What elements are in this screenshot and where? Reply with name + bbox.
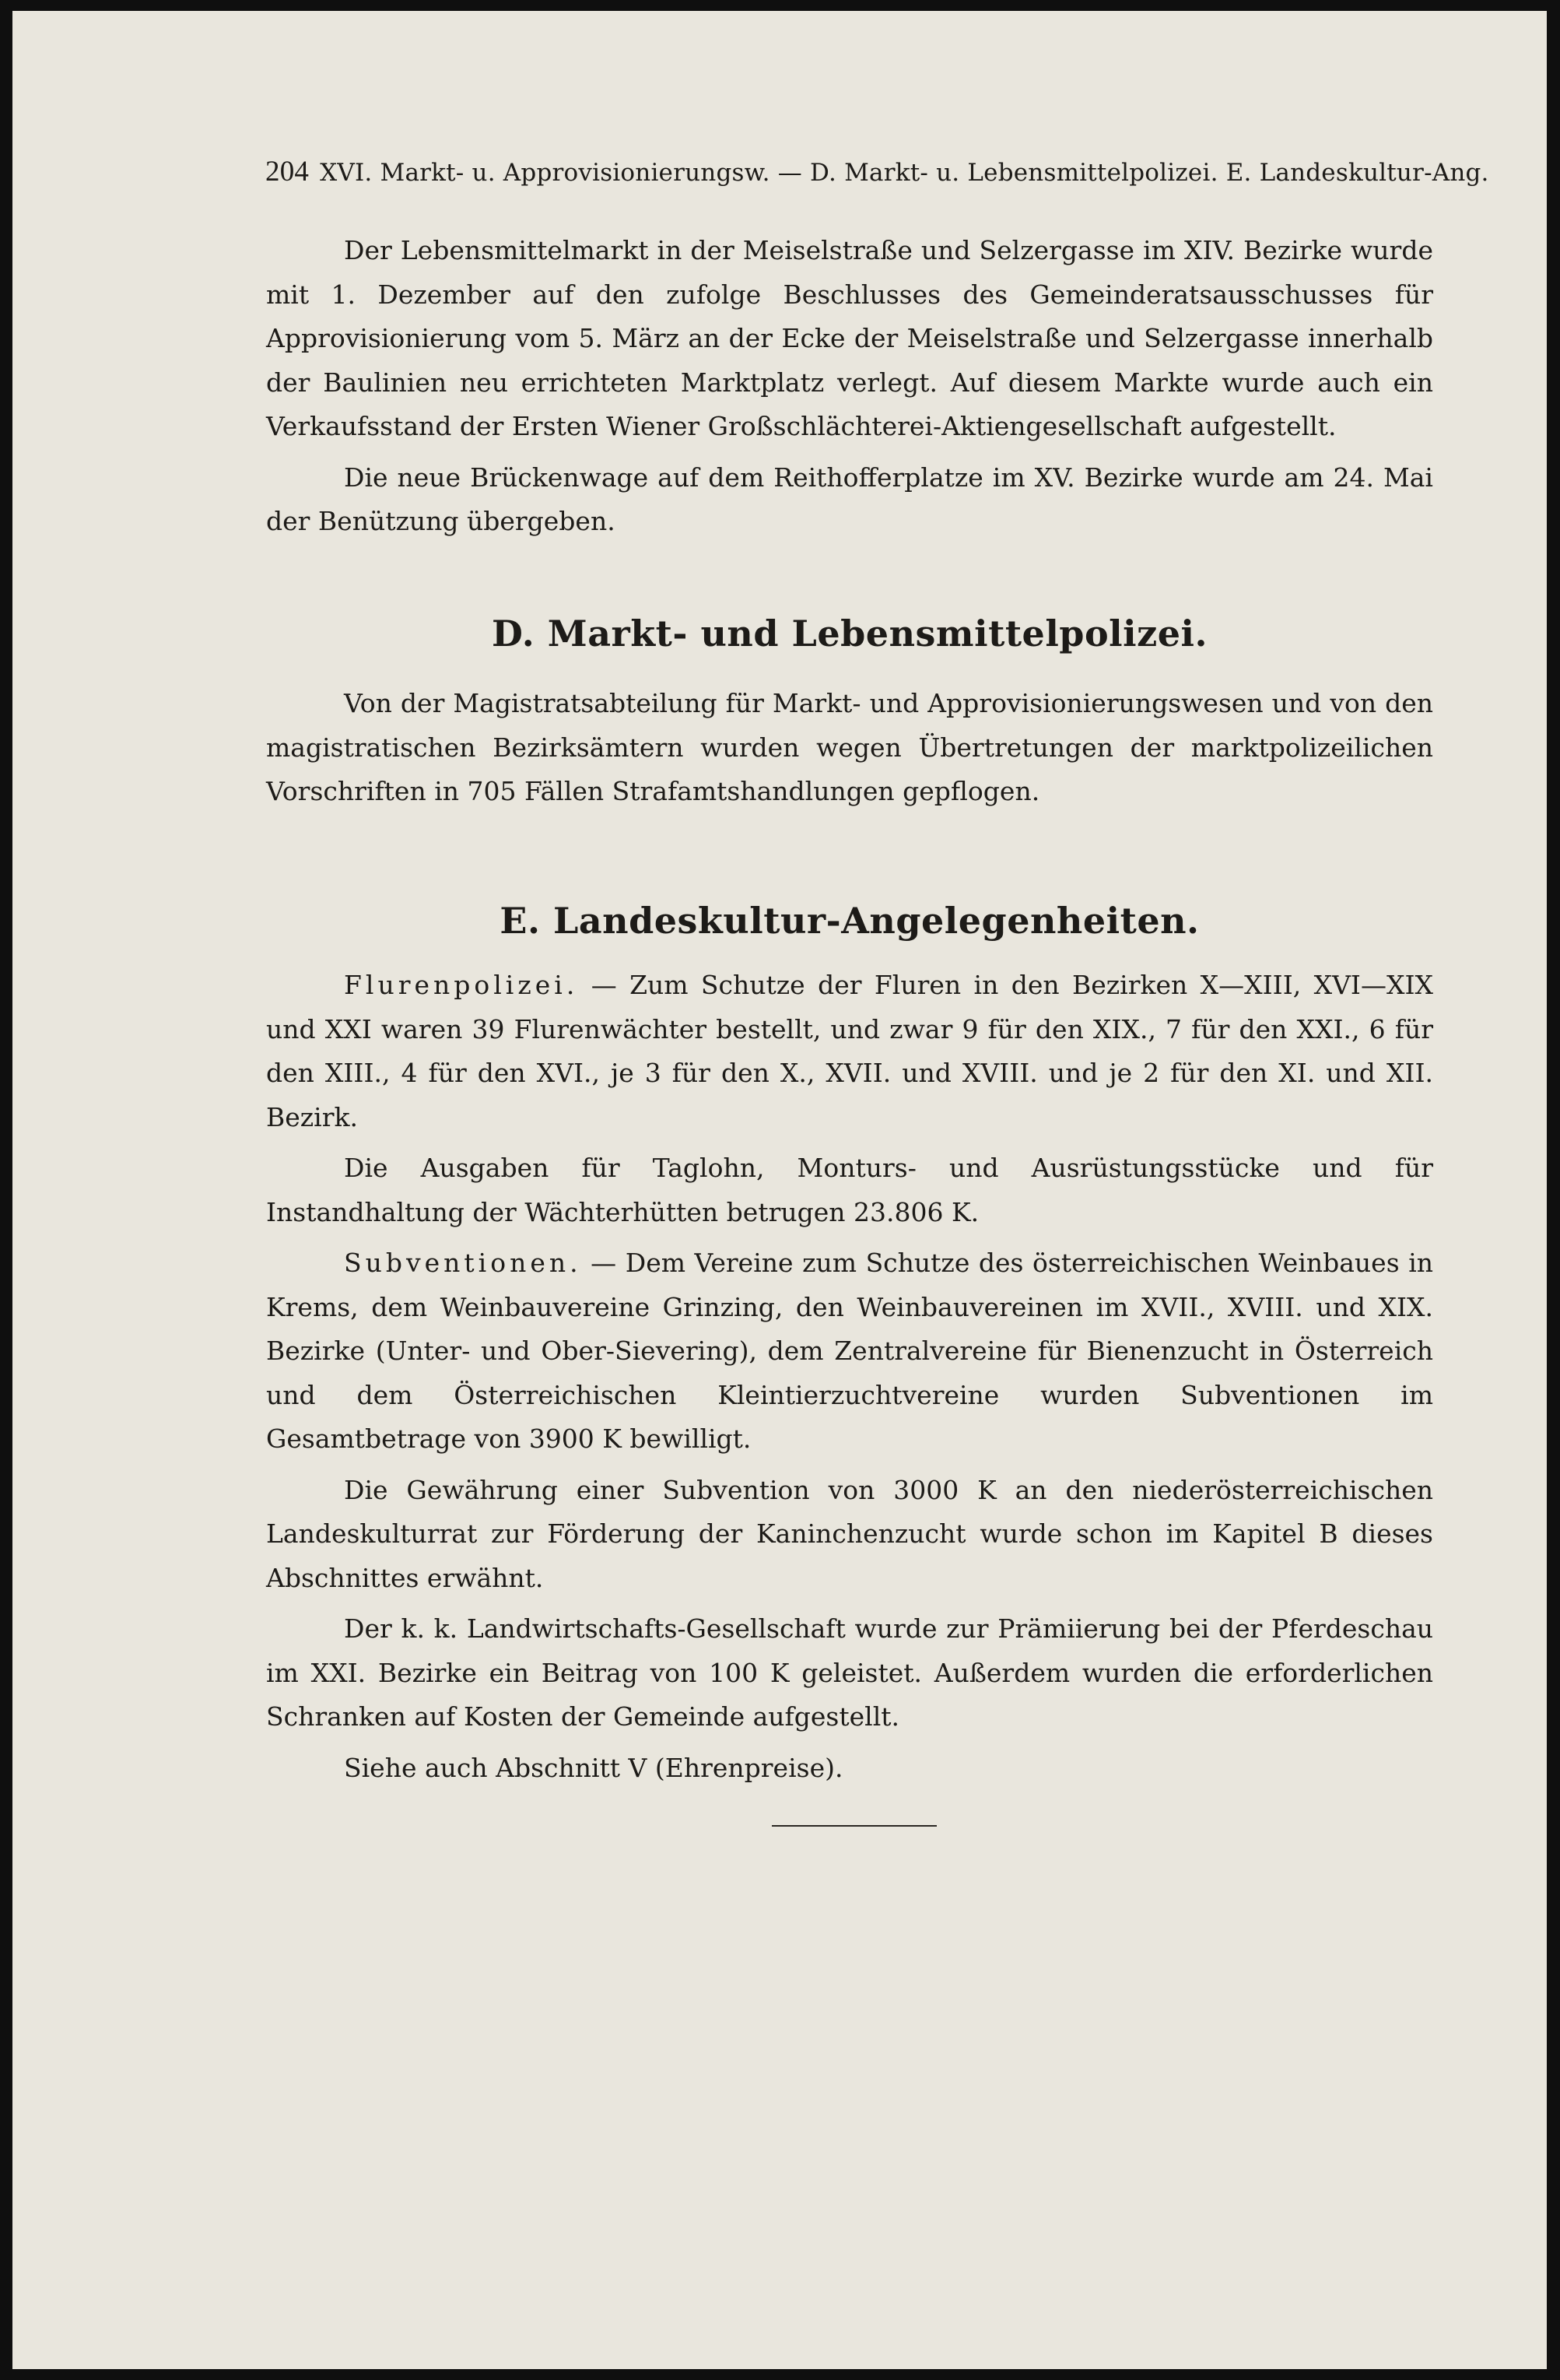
paragraph-flurenpolizei — [266, 964, 1433, 1139]
paragraph-ausgaben: Die Ausgaben für Taglohn, Monturs- und Ausrüstungsstücke und für Instandhaltung der Wächterhütten betrugen 23.806 K. — [266, 1153, 1433, 1227]
running-head-text: XVI. Markt- u. Approvisionierungsw. — D. Markt- u. Lebensmittelpolizei. E. Landeskultur-Ang. — [320, 159, 1489, 187]
text-subventionen: — Dem Vereine zum Schutze des österreichischen Weinbaues in Krems, dem Weinbauvereine Grinzing, den Weinbauvereinen im XVII., XVIII. und XIX. Bezirke (Unter- und Ober-Sievering), dem Zentralvereine für Bienenzucht in Österreich und dem Österreichischen Kleintierzuchtvereine wurden Subventionen im Gesamtbetrage von 3900 K bewilligt. — [266, 1248, 1433, 1454]
paragraph-brueckenwage: Die neue Brückenwage auf dem Reithofferplatze im XV. Bezirke wurde am 24. Mai der Benützung übergeben. — [266, 462, 1433, 536]
section-e-body — [266, 964, 1433, 1790]
page-number: 204 — [265, 156, 310, 188]
paragraph-siehe-auch: Siehe auch Abschnitt V (Ehrenpreise). — [344, 1752, 843, 1783]
section-e-heading: E. Landeskultur-Angelegenheiten. — [500, 900, 1200, 942]
section-d-body — [266, 682, 1433, 814]
document-page — [12, 11, 1547, 2369]
paragraph-lebensmittelmarkt: Der Lebensmittelmarkt in der Meiselstraße und Selzergasse im XIV. Bezirke wurde mit 1. Dezember auf den zufolge Beschlusses des Gemeinderatsausschusses für Approvisionierung vom 5. März an der Ecke der Meiselstraße und Selzergasse innerhalb der Baulinien neu errichteten Marktplatz verlegt. Auf diesem Markte wurde auch ein Verkaufsstand der Ersten Wiener Großschlächterei-Aktiengesellschaft aufgestellt. — [266, 235, 1433, 441]
running-head — [265, 155, 1489, 188]
paragraph-gewaehrung: Die Gewährung einer Subvention von 3000 K an den niederösterreichischen Landeskulturrat zur Förderung der Kaninchenzucht wurde schon im Kapitel B dieses Abschnittes erwähnt. — [266, 1474, 1433, 1593]
paragraph-subventionen — [266, 1241, 1433, 1462]
section-d-heading: D. Markt- und Lebensmittelpolizei. — [492, 613, 1208, 655]
paragraph-marktpolizei: Von der Magistratsabteilung für Markt- und Approvisionierungswesen und von den magistratischen Bezirksämtern wurden wegen Übertretungen der marktpolizeilichen Vorschriften in 705 Fällen Strafamtshandlungen gepflogen. — [266, 688, 1433, 806]
section-c-continuation — [266, 229, 1433, 544]
lead-subventionen: Subventionen. — [344, 1248, 582, 1278]
paragraph-landwirtschaft: Der k. k. Landwirtschafts-Gesellschaft wurde zur Prämiierung bei der Pferdeschau im XXI. Bezirke ein Beitrag von 100 K geleistet. Außerdem wurden die erforderlichen Schranken auf Kosten der Gemeinde aufgestellt. — [266, 1613, 1433, 1732]
lead-flurenpolizei: Flurenpolizei. — [344, 970, 579, 1000]
text-flurenpolizei: — Zum Schutze der Fluren in den Bezirken X—XIII, XVI—XIX und XXI waren 39 Flurenwächter bestellt, und zwar 9 für den XIX., 7 für den XXI., 6 für den XIII., 4 für den XVI., je 3 für den X., XVII. und XVIII. und je 2 für den XI. und XII. Bezirk. — [266, 970, 1433, 1132]
closing-rule — [772, 1825, 937, 1827]
